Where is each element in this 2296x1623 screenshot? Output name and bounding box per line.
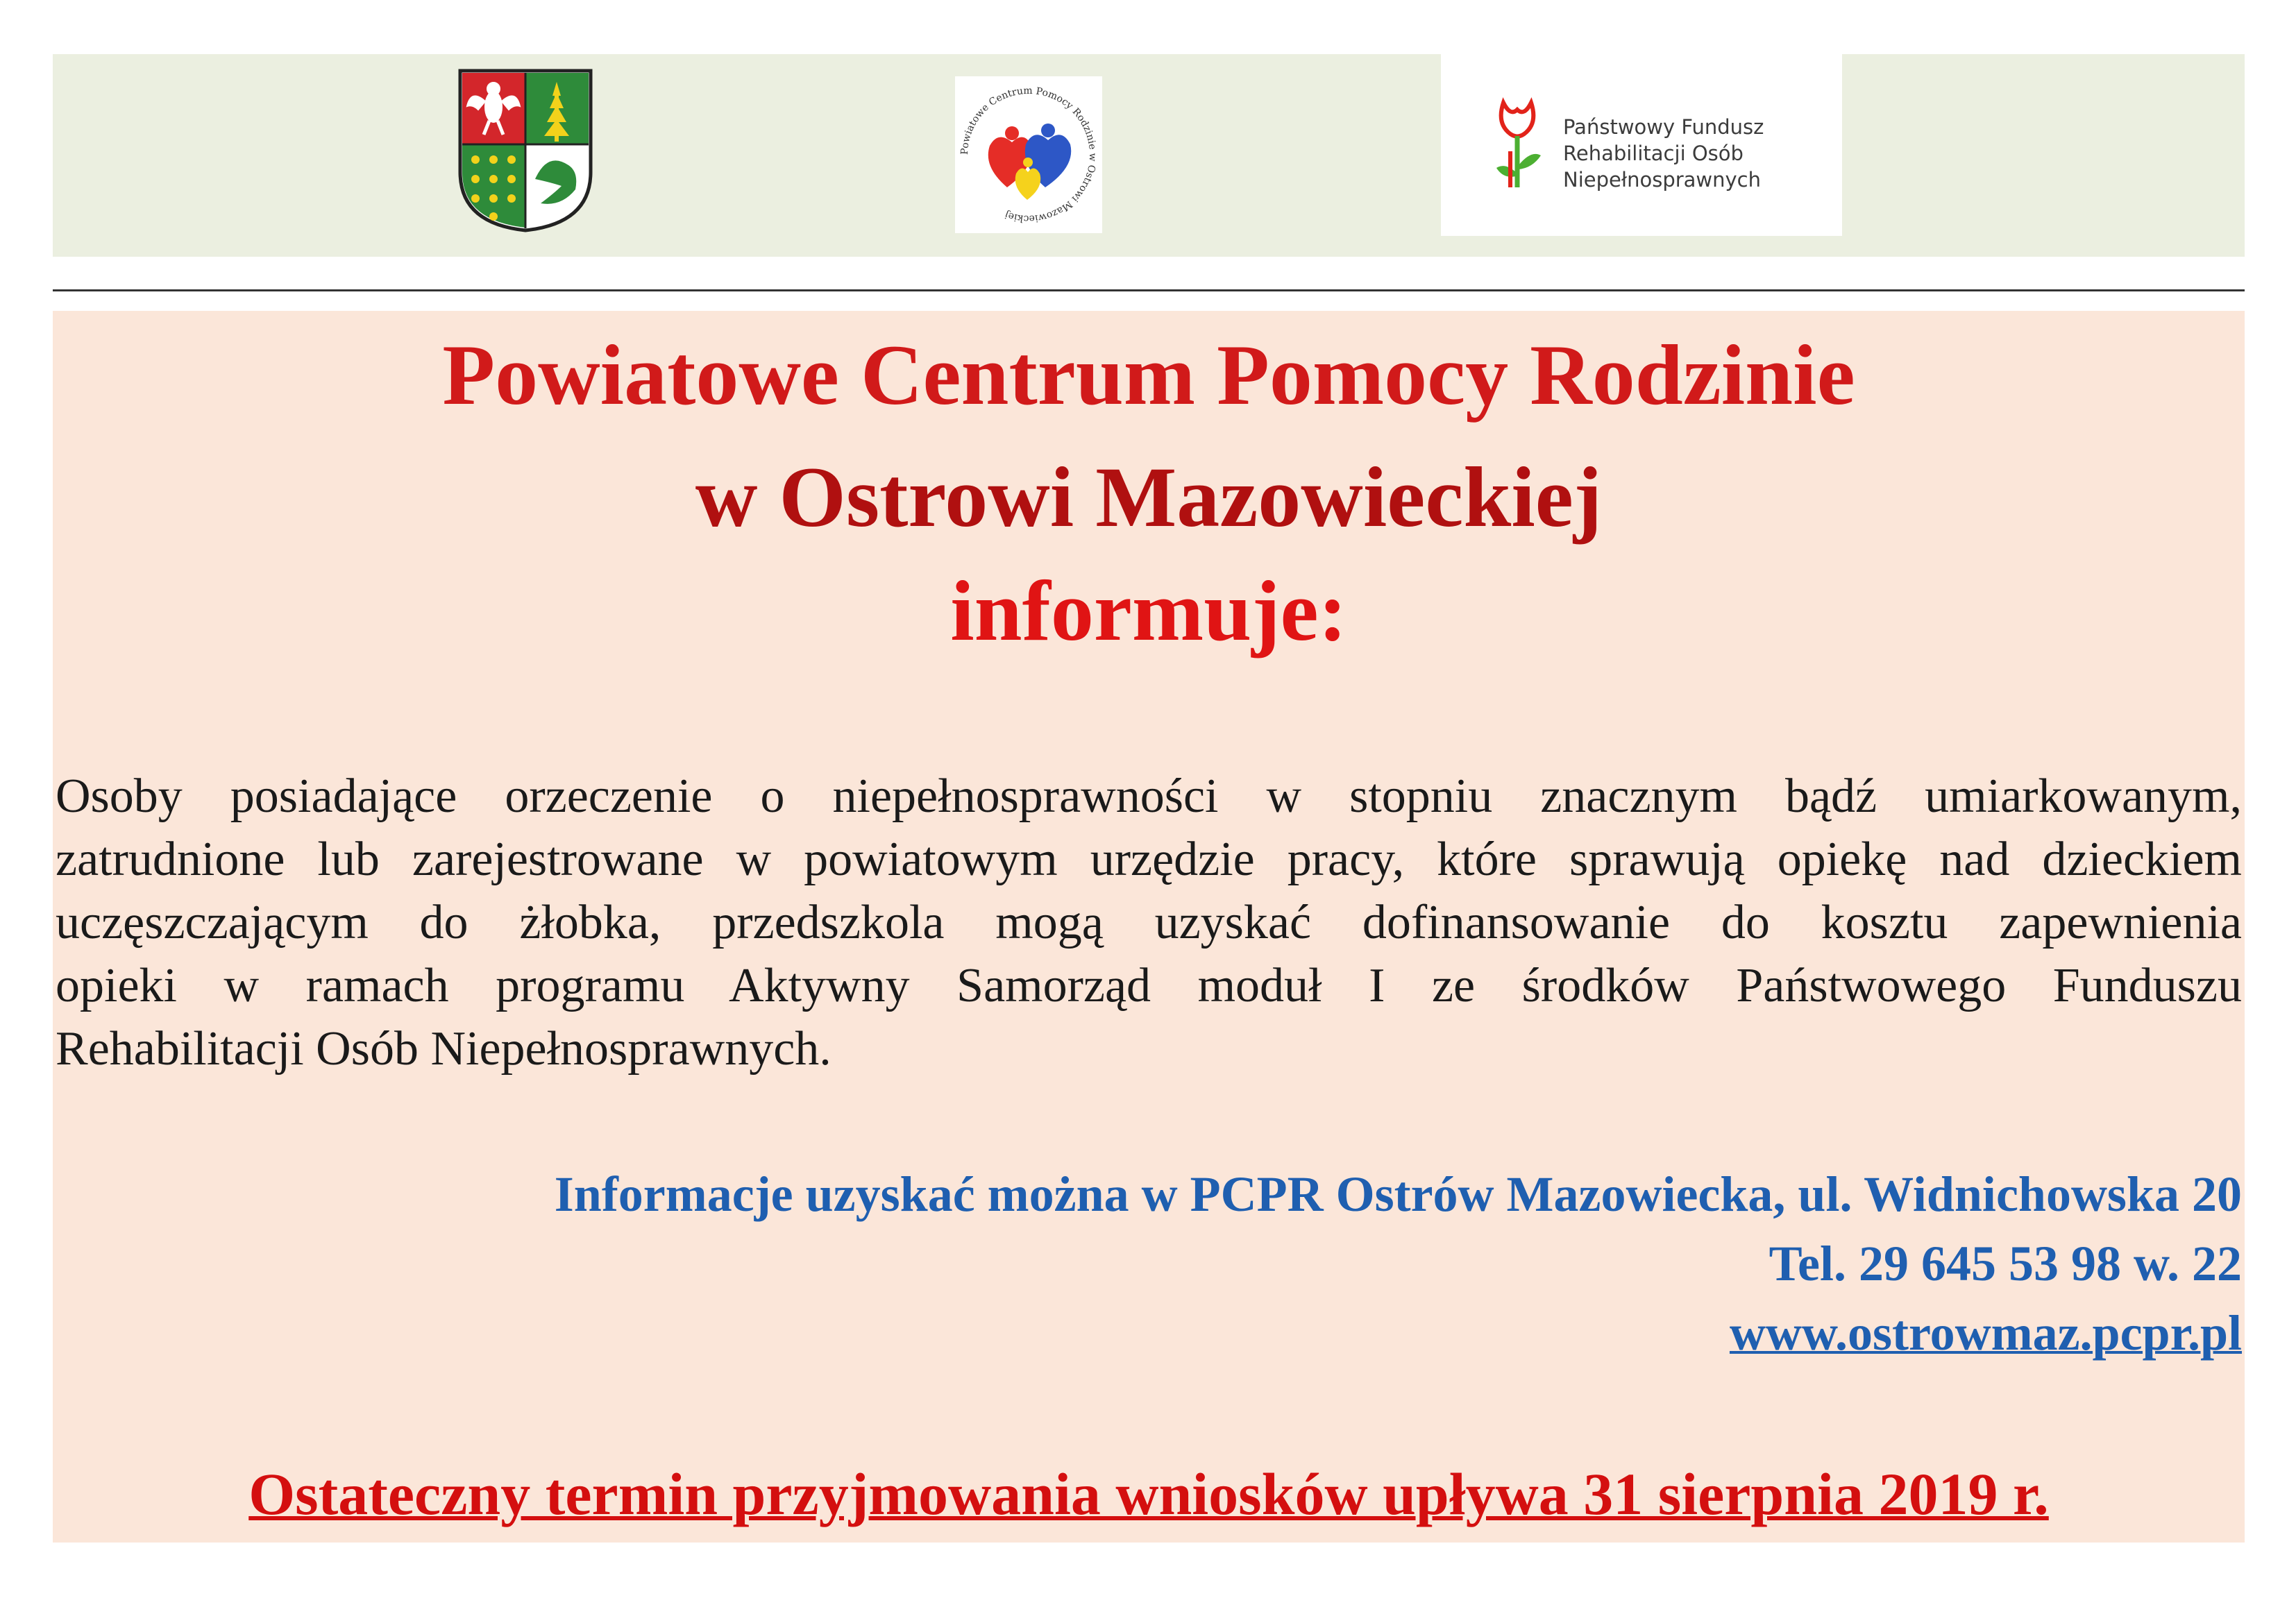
body-line: Rehabilitacji Osób Niepełnosprawnych. bbox=[56, 1022, 832, 1076]
pcpr-logo-ring-text: Powiatowe Centrum Pomocy Rodzinie w Ostrowi Mazowieckiej bbox=[959, 85, 1099, 225]
title-line-3: informuje: bbox=[950, 563, 1347, 658]
tulip-icon bbox=[1489, 96, 1545, 193]
body-line: uczęszczającym do żłobka, przedszkola mogą uzyskać dofinansowanie do kosztu zapewnienia bbox=[56, 896, 2242, 949]
contact-phone: Tel. 29 645 53 98 w. 22 bbox=[1769, 1236, 2242, 1291]
title-line-2: w Ostrowi Mazowieckiej bbox=[695, 450, 1603, 545]
coat-of-arms-icon bbox=[457, 68, 593, 233]
title-line-1: Powiatowe Centrum Pomocy Rodzinie bbox=[442, 328, 1855, 423]
deadline-notice: Ostateczny termin przyjmowania wniosków upływa 31 sierpnia 2019 r. bbox=[248, 1461, 2049, 1527]
divider bbox=[53, 289, 2245, 291]
pfron-name-line-1: Państwowy Fundusz bbox=[1563, 115, 1764, 139]
pfron-name-line-2: Rehabilitacji Osób bbox=[1563, 142, 1744, 165]
body-line: opieki w ramach programu Aktywny Samorząd moduł I ze środków Państwowego Funduszu bbox=[56, 959, 2242, 1012]
content-panel bbox=[53, 311, 2245, 1543]
body-paragraph bbox=[56, 765, 2242, 1080]
pcpr-logo-icon bbox=[955, 76, 1102, 233]
pfron-logo bbox=[1441, 54, 1842, 236]
website-link[interactable]: www.ostrowmaz.pcpr.pl bbox=[1729, 1305, 2242, 1361]
body-line: zatrudnione lub zarejestrowane w powiatowym urzędzie pracy, które sprawują opiekę nad dzieckiem bbox=[56, 833, 2242, 886]
contact-info: Informacje uzyskać można w PCPR Ostrów Mazowiecka, ul. Widnichowska 20 bbox=[554, 1166, 2242, 1222]
body-line: Osoby posiadające orzeczenie o niepełnosprawności w stopniu znacznym bądź umiarkowanym, bbox=[56, 770, 2242, 823]
logo-band bbox=[53, 54, 2245, 257]
pfron-name-line-3: Niepełnosprawnych bbox=[1563, 168, 1762, 192]
